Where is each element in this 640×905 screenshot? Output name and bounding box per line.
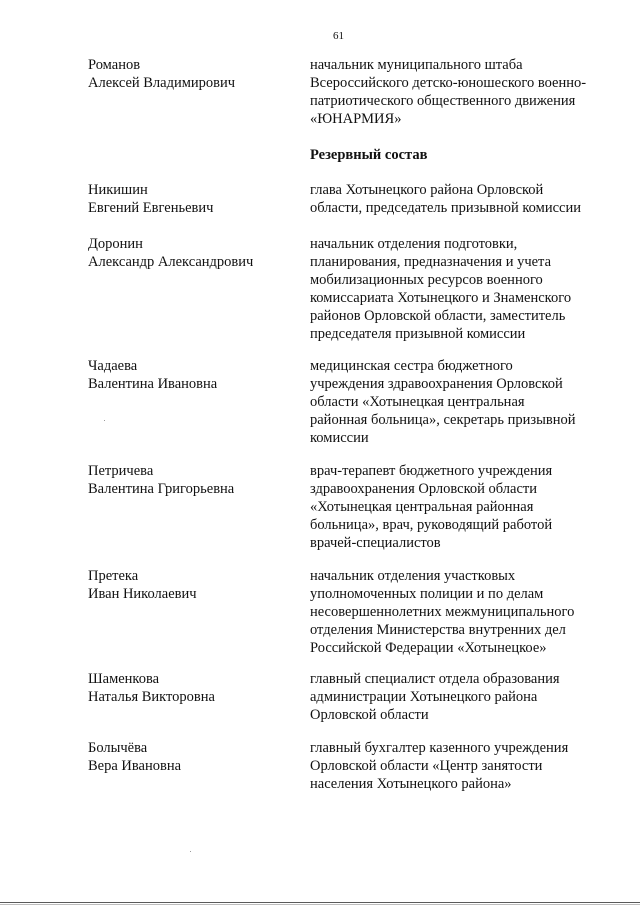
member-surname: Болычёва [88,740,148,756]
role-line: отделения Министерства внутренних дел [310,622,566,638]
member-role [310,567,600,657]
role-line: комиссии [310,430,369,446]
member-name [88,670,288,706]
role-line: населения Хотынецкого района» [310,776,512,792]
role-line: мобилизационных ресурсов военного [310,272,543,288]
role-line: «Хотынецкая центральная районная [310,499,534,515]
role-line: комиссариата Хотынецкого и Знаменского [310,290,572,306]
member-name [88,235,288,271]
member-given-names: Валентина Ивановна [88,376,218,392]
member-role [310,357,600,447]
member-surname: Чадаева [88,358,138,374]
role-line: уполномоченных полиции и по делам [310,586,544,602]
role-line: «ЮНАРМИЯ» [310,111,402,127]
member-role [310,739,600,793]
member-role [310,56,600,128]
role-line: врачей-специалистов [310,535,441,551]
role-line: медицинская сестра бюджетного [310,358,513,374]
role-line: врач-терапевт бюджетного учреждения [310,463,553,479]
member-name [88,56,288,92]
member-name [88,567,288,603]
role-line: Всероссийского детско-юношеского военно- [310,75,587,91]
member-name [88,357,288,393]
role-line: Орловской области «Центр занятости [310,758,543,774]
role-line: председателя призывной комиссии [310,326,526,342]
role-line: начальник муниципального штаба [310,57,523,73]
role-line: Орловской области [310,707,429,723]
member-name [88,462,288,498]
scan-bottom-edge [0,902,640,903]
scan-speck [190,851,191,852]
scan-speck [104,420,105,421]
member-role [310,181,600,217]
role-line: несовершеннолетних межмуниципального [310,604,575,620]
role-line: главный специалист отдела образования [310,671,560,687]
role-line: патриотического общественного движения [310,93,576,109]
member-given-names: Евгений Евгеньевич [88,200,214,216]
role-line: области, председатель призывной комиссии [310,200,581,216]
role-line: здравоохранения Орловской области [310,481,537,497]
member-role [310,670,600,724]
member-role [310,235,600,343]
role-line: начальник отделения подготовки, [310,236,518,252]
role-line: больница», врач, руководящий работой [310,517,553,533]
member-surname: Романов [88,57,141,73]
role-line: начальник отделения участковых [310,568,516,584]
member-surname: Претека [88,568,139,584]
member-name [88,181,288,217]
member-given-names: Алексей Владимирович [88,75,236,91]
role-line: планирования, предназначения и учета [310,254,552,270]
member-name [88,739,288,775]
member-surname: Петричева [88,463,154,479]
role-line: области «Хотынецкая центральная [310,394,525,410]
member-surname: Никишин [88,182,148,198]
member-given-names: Иван Николаевич [88,586,197,602]
role-line: Российской Федерации «Хотынецкое» [310,640,547,656]
role-line: районная больница», секретарь призывной [310,412,576,428]
member-role [310,462,600,552]
member-surname: Шаменкова [88,671,160,687]
role-line: администрации Хотынецкого района [310,689,538,705]
member-surname: Доронин [88,236,143,252]
role-line: учреждения здравоохранения Орловской [310,376,563,392]
reserve-heading: Резервный состав [310,147,428,163]
member-given-names: Вера Ивановна [88,758,182,774]
member-given-names: Александр Александрович [88,254,254,270]
role-line: глава Хотынецкого района Орловской [310,182,544,198]
role-line: главный бухгалтер казенного учреждения [310,740,569,756]
member-given-names: Наталья Викторовна [88,689,215,705]
page-number: 61 [333,30,344,42]
member-given-names: Валентина Григорьевна [88,481,235,497]
role-line: районов Орловской области, заместитель [310,308,566,324]
